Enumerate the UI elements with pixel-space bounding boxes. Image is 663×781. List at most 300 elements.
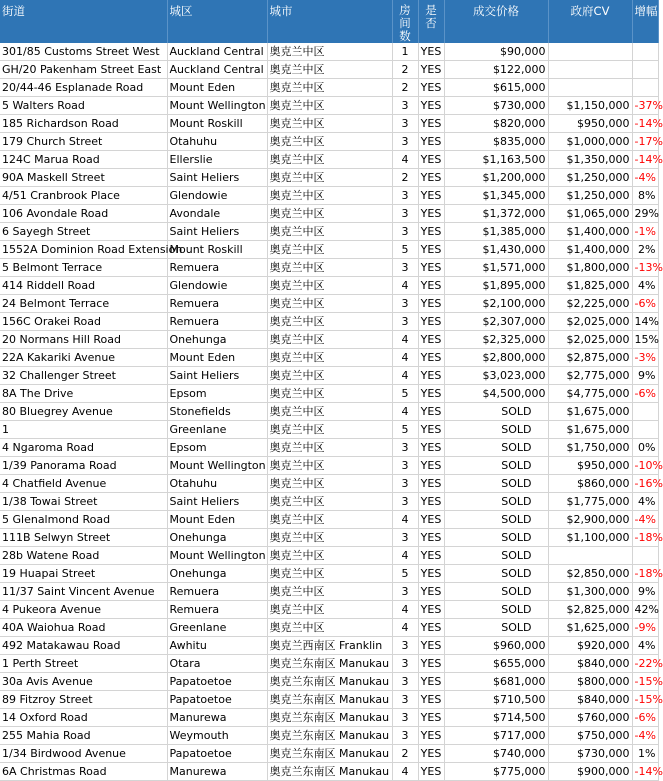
cell-district[interactable]: Greenlane — [167, 421, 267, 439]
header-change[interactable]: 增幅 — [632, 0, 658, 43]
cell-rooms[interactable]: 3 — [392, 529, 418, 547]
cell-yesno[interactable]: YES — [418, 511, 444, 529]
cell-street[interactable]: GH/20 Pakenham Street East — [0, 61, 167, 79]
cell-city[interactable]: 奥克兰中区 — [267, 565, 392, 583]
cell-rooms[interactable]: 4 — [392, 601, 418, 619]
cell-district[interactable]: Stonefields — [167, 403, 267, 421]
cell-district[interactable]: Glendowie — [167, 187, 267, 205]
cell-city[interactable]: 奥克兰东南区 Manukau — [267, 673, 392, 691]
cell-district[interactable]: Auckland Central — [167, 61, 267, 79]
cell-city[interactable]: 奥克兰中区 — [267, 169, 392, 187]
cell-change[interactable]: -3% — [632, 349, 658, 367]
header-city[interactable]: 城市 — [267, 0, 392, 43]
cell-price[interactable]: $681,000 — [444, 673, 548, 691]
cell-street[interactable]: 11/37 Saint Vincent Avenue — [0, 583, 167, 601]
cell-change[interactable]: 0% — [632, 439, 658, 457]
cell-change[interactable]: 42% — [632, 601, 658, 619]
cell-street[interactable]: 40A Waiohua Road — [0, 619, 167, 637]
cell-change[interactable]: -4% — [632, 727, 658, 745]
cell-change[interactable]: 15% — [632, 331, 658, 349]
cell-yesno[interactable]: YES — [418, 151, 444, 169]
cell-change[interactable] — [632, 61, 658, 79]
cell-price[interactable]: SOLD — [444, 601, 548, 619]
cell-city[interactable]: 奥克兰中区 — [267, 421, 392, 439]
cell-change[interactable]: -37% — [632, 97, 658, 115]
cell-price[interactable]: $615,000 — [444, 79, 548, 97]
cell-city[interactable]: 奥克兰中区 — [267, 79, 392, 97]
cell-yesno[interactable]: YES — [418, 601, 444, 619]
cell-street[interactable]: 5 Belmont Terrace — [0, 259, 167, 277]
cell-rooms[interactable]: 2 — [392, 169, 418, 187]
cell-district[interactable]: Saint Heliers — [167, 169, 267, 187]
cell-city[interactable]: 奥克兰中区 — [267, 349, 392, 367]
cell-district[interactable]: Papatoetoe — [167, 745, 267, 763]
cell-change[interactable] — [632, 79, 658, 97]
cell-cv[interactable]: $1,150,000 — [548, 97, 632, 115]
cell-yesno[interactable]: YES — [418, 115, 444, 133]
cell-rooms[interactable]: 3 — [392, 439, 418, 457]
cell-yesno[interactable]: YES — [418, 691, 444, 709]
cell-change[interactable]: 4% — [632, 637, 658, 655]
cell-rooms[interactable]: 4 — [392, 151, 418, 169]
cell-change[interactable]: -18% — [632, 565, 658, 583]
cell-rooms[interactable]: 4 — [392, 511, 418, 529]
cell-yesno[interactable]: YES — [418, 709, 444, 727]
cell-price[interactable]: SOLD — [444, 547, 548, 565]
cell-rooms[interactable]: 3 — [392, 673, 418, 691]
cell-cv[interactable]: $840,000 — [548, 691, 632, 709]
cell-change[interactable]: -15% — [632, 673, 658, 691]
cell-city[interactable]: 奥克兰中区 — [267, 439, 392, 457]
cell-cv[interactable]: $950,000 — [548, 115, 632, 133]
cell-price[interactable]: $1,200,000 — [444, 169, 548, 187]
cell-cv[interactable]: $2,875,000 — [548, 349, 632, 367]
cell-yesno[interactable]: YES — [418, 223, 444, 241]
cell-street[interactable]: 4 Pukeora Avenue — [0, 601, 167, 619]
cell-yesno[interactable]: YES — [418, 529, 444, 547]
cell-yesno[interactable]: YES — [418, 637, 444, 655]
cell-city[interactable]: 奥克兰中区 — [267, 583, 392, 601]
cell-price[interactable]: $2,100,000 — [444, 295, 548, 313]
cell-rooms[interactable]: 3 — [392, 457, 418, 475]
cell-district[interactable]: Manurewa — [167, 763, 267, 781]
cell-price[interactable]: $820,000 — [444, 115, 548, 133]
cell-yesno[interactable]: YES — [418, 727, 444, 745]
cell-price[interactable]: $717,000 — [444, 727, 548, 745]
cell-district[interactable]: Saint Heliers — [167, 223, 267, 241]
cell-cv[interactable]: $2,825,000 — [548, 601, 632, 619]
cell-cv[interactable]: $1,825,000 — [548, 277, 632, 295]
cell-district[interactable]: Epsom — [167, 385, 267, 403]
cell-district[interactable]: Awhitu — [167, 637, 267, 655]
cell-street[interactable]: 14 Oxford Road — [0, 709, 167, 727]
cell-cv[interactable]: $2,025,000 — [548, 313, 632, 331]
cell-price[interactable]: $714,500 — [444, 709, 548, 727]
cell-cv[interactable]: $2,225,000 — [548, 295, 632, 313]
cell-street[interactable]: 1/39 Panorama Road — [0, 457, 167, 475]
cell-street[interactable]: 8A The Drive — [0, 385, 167, 403]
header-rooms[interactable]: 房间数 — [392, 0, 418, 43]
cell-city[interactable]: 奥克兰东南区 Manukau — [267, 745, 392, 763]
cell-rooms[interactable]: 5 — [392, 421, 418, 439]
cell-change[interactable]: 4% — [632, 277, 658, 295]
cell-street[interactable]: 32 Challenger Street — [0, 367, 167, 385]
cell-rooms[interactable]: 3 — [392, 133, 418, 151]
cell-change[interactable]: -14% — [632, 763, 658, 781]
cell-cv[interactable]: $730,000 — [548, 745, 632, 763]
cell-change[interactable] — [632, 547, 658, 565]
cell-street[interactable]: 24 Belmont Terrace — [0, 295, 167, 313]
cell-yesno[interactable]: YES — [418, 61, 444, 79]
cell-street[interactable]: 492 Matakawau Road — [0, 637, 167, 655]
cell-district[interactable]: Otahuhu — [167, 133, 267, 151]
cell-cv[interactable] — [548, 79, 632, 97]
cell-price[interactable]: $1,372,000 — [444, 205, 548, 223]
cell-city[interactable]: 奥克兰中区 — [267, 511, 392, 529]
cell-yesno[interactable]: YES — [418, 565, 444, 583]
cell-change[interactable] — [632, 403, 658, 421]
cell-district[interactable]: Mount Roskill — [167, 241, 267, 259]
cell-change[interactable]: -6% — [632, 295, 658, 313]
cell-price[interactable]: $4,500,000 — [444, 385, 548, 403]
cell-rooms[interactable]: 4 — [392, 547, 418, 565]
cell-cv[interactable]: $1,675,000 — [548, 403, 632, 421]
cell-street[interactable]: 20 Normans Hill Road — [0, 331, 167, 349]
cell-price[interactable]: $1,430,000 — [444, 241, 548, 259]
cell-yesno[interactable]: YES — [418, 439, 444, 457]
cell-street[interactable]: 185 Richardson Road — [0, 115, 167, 133]
cell-change[interactable]: -18% — [632, 529, 658, 547]
cell-district[interactable]: Manurewa — [167, 709, 267, 727]
cell-change[interactable]: 8% — [632, 187, 658, 205]
cell-rooms[interactable]: 3 — [392, 475, 418, 493]
cell-yesno[interactable]: YES — [418, 349, 444, 367]
cell-rooms[interactable]: 3 — [392, 259, 418, 277]
cell-rooms[interactable]: 5 — [392, 565, 418, 583]
cell-city[interactable]: 奥克兰中区 — [267, 619, 392, 637]
cell-street[interactable]: 1 — [0, 421, 167, 439]
cell-change[interactable] — [632, 43, 658, 61]
cell-rooms[interactable]: 2 — [392, 61, 418, 79]
cell-price[interactable]: $1,385,000 — [444, 223, 548, 241]
cell-price[interactable]: $740,000 — [444, 745, 548, 763]
cell-change[interactable]: -13% — [632, 259, 658, 277]
cell-city[interactable]: 奥克兰中区 — [267, 61, 392, 79]
cell-cv[interactable]: $920,000 — [548, 637, 632, 655]
cell-rooms[interactable]: 2 — [392, 745, 418, 763]
cell-rooms[interactable]: 3 — [392, 205, 418, 223]
cell-change[interactable] — [632, 421, 658, 439]
cell-cv[interactable]: $1,250,000 — [548, 169, 632, 187]
cell-city[interactable]: 奥克兰东南区 Manukau — [267, 763, 392, 781]
cell-city[interactable]: 奥克兰中区 — [267, 187, 392, 205]
cell-cv[interactable]: $1,400,000 — [548, 241, 632, 259]
cell-street[interactable]: 6 Sayegh Street — [0, 223, 167, 241]
cell-yesno[interactable]: YES — [418, 493, 444, 511]
cell-city[interactable]: 奥克兰中区 — [267, 133, 392, 151]
cell-city[interactable]: 奥克兰中区 — [267, 277, 392, 295]
cell-rooms[interactable]: 3 — [392, 637, 418, 655]
cell-yesno[interactable]: YES — [418, 259, 444, 277]
cell-change[interactable]: -4% — [632, 511, 658, 529]
cell-rooms[interactable]: 4 — [392, 331, 418, 349]
cell-street[interactable]: 1 Perth Street — [0, 655, 167, 673]
cell-yesno[interactable]: YES — [418, 619, 444, 637]
cell-price[interactable]: SOLD — [444, 511, 548, 529]
cell-city[interactable]: 奥克兰中区 — [267, 151, 392, 169]
cell-cv[interactable] — [548, 43, 632, 61]
cell-city[interactable]: 奥克兰中区 — [267, 295, 392, 313]
cell-cv[interactable]: $1,250,000 — [548, 187, 632, 205]
cell-cv[interactable]: $1,750,000 — [548, 439, 632, 457]
cell-city[interactable]: 奥克兰中区 — [267, 331, 392, 349]
cell-district[interactable]: Remuera — [167, 601, 267, 619]
cell-district[interactable]: Weymouth — [167, 727, 267, 745]
cell-yesno[interactable]: YES — [418, 313, 444, 331]
cell-yesno[interactable]: YES — [418, 43, 444, 61]
cell-city[interactable]: 奥克兰中区 — [267, 403, 392, 421]
cell-city[interactable]: 奥克兰中区 — [267, 97, 392, 115]
cell-district[interactable]: Avondale — [167, 205, 267, 223]
header-cv[interactable]: 政府CV — [548, 0, 632, 43]
cell-street[interactable]: 106 Avondale Road — [0, 205, 167, 223]
cell-city[interactable]: 奥克兰中区 — [267, 43, 392, 61]
cell-change[interactable]: -9% — [632, 619, 658, 637]
cell-rooms[interactable]: 3 — [392, 313, 418, 331]
cell-cv[interactable]: $860,000 — [548, 475, 632, 493]
cell-yesno[interactable]: YES — [418, 331, 444, 349]
cell-yesno[interactable]: YES — [418, 97, 444, 115]
header-price[interactable]: 成交价格 — [444, 0, 548, 43]
cell-cv[interactable]: $1,300,000 — [548, 583, 632, 601]
cell-price[interactable]: SOLD — [444, 493, 548, 511]
cell-cv[interactable]: $1,675,000 — [548, 421, 632, 439]
cell-street[interactable]: 301/85 Customs Street West — [0, 43, 167, 61]
cell-change[interactable]: -6% — [632, 709, 658, 727]
cell-cv[interactable]: $1,000,000 — [548, 133, 632, 151]
cell-yesno[interactable]: YES — [418, 169, 444, 187]
cell-street[interactable]: 4 Ngaroma Road — [0, 439, 167, 457]
cell-street[interactable]: 90A Maskell Street — [0, 169, 167, 187]
cell-city[interactable]: 奥克兰中区 — [267, 547, 392, 565]
cell-price[interactable]: $710,500 — [444, 691, 548, 709]
cell-yesno[interactable]: YES — [418, 655, 444, 673]
cell-rooms[interactable]: 3 — [392, 187, 418, 205]
cell-city[interactable]: 奥克兰西南区 Franklin — [267, 637, 392, 655]
cell-price[interactable]: $1,571,000 — [444, 259, 548, 277]
cell-street[interactable]: 156C Orakei Road — [0, 313, 167, 331]
cell-city[interactable]: 奥克兰中区 — [267, 601, 392, 619]
cell-yesno[interactable]: YES — [418, 385, 444, 403]
cell-change[interactable]: 9% — [632, 367, 658, 385]
cell-street[interactable]: 414 Riddell Road — [0, 277, 167, 295]
cell-change[interactable]: -16% — [632, 475, 658, 493]
cell-price[interactable]: $2,325,000 — [444, 331, 548, 349]
cell-street[interactable]: 1/34 Birdwood Avenue — [0, 745, 167, 763]
cell-street[interactable]: 179 Church Street — [0, 133, 167, 151]
cell-street[interactable]: 5 Walters Road — [0, 97, 167, 115]
cell-cv[interactable]: $1,100,000 — [548, 529, 632, 547]
cell-street[interactable]: 1/38 Towai Street — [0, 493, 167, 511]
cell-cv[interactable]: $750,000 — [548, 727, 632, 745]
cell-change[interactable]: 2% — [632, 241, 658, 259]
cell-rooms[interactable]: 4 — [392, 763, 418, 781]
cell-rooms[interactable]: 4 — [392, 349, 418, 367]
cell-district[interactable]: Mount Wellington — [167, 547, 267, 565]
cell-change[interactable]: -10% — [632, 457, 658, 475]
header-street[interactable]: 街道 — [0, 0, 167, 43]
cell-yesno[interactable]: YES — [418, 367, 444, 385]
cell-price[interactable]: SOLD — [444, 583, 548, 601]
cell-yesno[interactable]: YES — [418, 187, 444, 205]
cell-change[interactable]: -22% — [632, 655, 658, 673]
cell-street[interactable]: 124C Marua Road — [0, 151, 167, 169]
cell-price[interactable]: $775,000 — [444, 763, 548, 781]
cell-city[interactable]: 奥克兰东南区 Manukau — [267, 709, 392, 727]
cell-street[interactable]: 255 Mahia Road — [0, 727, 167, 745]
cell-street[interactable]: 19 Huapai Street — [0, 565, 167, 583]
cell-rooms[interactable]: 3 — [392, 691, 418, 709]
cell-street[interactable]: 4 Chatfield Avenue — [0, 475, 167, 493]
cell-rooms[interactable]: 5 — [392, 241, 418, 259]
cell-district[interactable]: Mount Eden — [167, 79, 267, 97]
cell-change[interactable]: 9% — [632, 583, 658, 601]
cell-city[interactable]: 奥克兰中区 — [267, 475, 392, 493]
cell-street[interactable]: 80 Bluegrey Avenue — [0, 403, 167, 421]
cell-rooms[interactable]: 1 — [392, 43, 418, 61]
cell-yesno[interactable]: YES — [418, 79, 444, 97]
cell-yesno[interactable]: YES — [418, 475, 444, 493]
cell-price[interactable]: SOLD — [444, 457, 548, 475]
cell-cv[interactable]: $1,775,000 — [548, 493, 632, 511]
cell-cv[interactable]: $840,000 — [548, 655, 632, 673]
cell-cv[interactable]: $950,000 — [548, 457, 632, 475]
cell-street[interactable]: 5 Glenalmond Road — [0, 511, 167, 529]
cell-yesno[interactable]: YES — [418, 547, 444, 565]
cell-city[interactable]: 奥克兰中区 — [267, 313, 392, 331]
cell-rooms[interactable]: 3 — [392, 655, 418, 673]
cell-cv[interactable]: $1,400,000 — [548, 223, 632, 241]
cell-district[interactable]: Mount Roskill — [167, 115, 267, 133]
cell-rooms[interactable]: 3 — [392, 493, 418, 511]
cell-street[interactable]: 22A Kakariki Avenue — [0, 349, 167, 367]
cell-city[interactable]: 奥克兰东南区 Manukau — [267, 691, 392, 709]
cell-rooms[interactable]: 2 — [392, 79, 418, 97]
cell-cv[interactable] — [548, 547, 632, 565]
cell-rooms[interactable]: 4 — [392, 367, 418, 385]
cell-cv[interactable]: $900,000 — [548, 763, 632, 781]
cell-district[interactable]: Mount Eden — [167, 349, 267, 367]
cell-cv[interactable]: $1,350,000 — [548, 151, 632, 169]
cell-street[interactable]: 30a Avis Avenue — [0, 673, 167, 691]
cell-rooms[interactable]: 3 — [392, 583, 418, 601]
cell-cv[interactable]: $2,025,000 — [548, 331, 632, 349]
cell-price[interactable]: SOLD — [444, 421, 548, 439]
cell-price[interactable]: $1,345,000 — [444, 187, 548, 205]
cell-rooms[interactable]: 3 — [392, 223, 418, 241]
cell-city[interactable]: 奥克兰中区 — [267, 241, 392, 259]
cell-yesno[interactable]: YES — [418, 205, 444, 223]
cell-change[interactable]: -6% — [632, 385, 658, 403]
cell-change[interactable]: -1% — [632, 223, 658, 241]
cell-change[interactable]: -4% — [632, 169, 658, 187]
cell-cv[interactable]: $760,000 — [548, 709, 632, 727]
cell-yesno[interactable]: YES — [418, 421, 444, 439]
header-district[interactable]: 城区 — [167, 0, 267, 43]
cell-yesno[interactable]: YES — [418, 763, 444, 781]
cell-street[interactable]: 28b Watene Road — [0, 547, 167, 565]
cell-district[interactable]: Remuera — [167, 295, 267, 313]
cell-cv[interactable]: $1,065,000 — [548, 205, 632, 223]
cell-street[interactable]: 1552A Dominion Road Extension — [0, 241, 167, 259]
cell-city[interactable]: 奥克兰中区 — [267, 457, 392, 475]
cell-yesno[interactable]: YES — [418, 277, 444, 295]
cell-yesno[interactable]: YES — [418, 241, 444, 259]
cell-price[interactable]: $122,000 — [444, 61, 548, 79]
cell-cv[interactable]: $800,000 — [548, 673, 632, 691]
cell-cv[interactable]: $1,800,000 — [548, 259, 632, 277]
cell-cv[interactable] — [548, 61, 632, 79]
cell-city[interactable]: 奥克兰中区 — [267, 529, 392, 547]
cell-rooms[interactable]: 4 — [392, 619, 418, 637]
cell-cv[interactable]: $1,625,000 — [548, 619, 632, 637]
cell-price[interactable]: $655,000 — [444, 655, 548, 673]
cell-change[interactable]: 29% — [632, 205, 658, 223]
cell-yesno[interactable]: YES — [418, 673, 444, 691]
cell-district[interactable]: Auckland Central — [167, 43, 267, 61]
cell-street[interactable]: 111B Selwyn Street — [0, 529, 167, 547]
cell-cv[interactable]: $2,850,000 — [548, 565, 632, 583]
cell-price[interactable]: $90,000 — [444, 43, 548, 61]
cell-rooms[interactable]: 3 — [392, 295, 418, 313]
cell-rooms[interactable]: 3 — [392, 97, 418, 115]
cell-price[interactable]: SOLD — [444, 475, 548, 493]
cell-change[interactable]: -14% — [632, 115, 658, 133]
cell-rooms[interactable]: 4 — [392, 403, 418, 421]
cell-price[interactable]: SOLD — [444, 439, 548, 457]
cell-district[interactable]: Ellerslie — [167, 151, 267, 169]
cell-district[interactable]: Greenlane — [167, 619, 267, 637]
cell-district[interactable]: Glendowie — [167, 277, 267, 295]
cell-district[interactable]: Saint Heliers — [167, 367, 267, 385]
cell-district[interactable]: Otahuhu — [167, 475, 267, 493]
cell-cv[interactable]: $2,900,000 — [548, 511, 632, 529]
cell-district[interactable]: Mount Wellington — [167, 97, 267, 115]
cell-yesno[interactable]: YES — [418, 745, 444, 763]
cell-price[interactable]: $2,800,000 — [444, 349, 548, 367]
cell-city[interactable]: 奥克兰东南区 Manukau — [267, 655, 392, 673]
cell-rooms[interactable]: 3 — [392, 727, 418, 745]
cell-district[interactable]: Onehunga — [167, 529, 267, 547]
cell-city[interactable]: 奥克兰中区 — [267, 205, 392, 223]
cell-district[interactable]: Onehunga — [167, 565, 267, 583]
cell-change[interactable]: 14% — [632, 313, 658, 331]
cell-district[interactable]: Mount Wellington — [167, 457, 267, 475]
cell-street[interactable]: 89 Fitzroy Street — [0, 691, 167, 709]
cell-price[interactable]: $960,000 — [444, 637, 548, 655]
cell-change[interactable]: 1% — [632, 745, 658, 763]
cell-price[interactable]: $1,895,000 — [444, 277, 548, 295]
cell-cv[interactable]: $4,775,000 — [548, 385, 632, 403]
cell-district[interactable]: Mount Eden — [167, 511, 267, 529]
cell-district[interactable]: Onehunga — [167, 331, 267, 349]
cell-price[interactable]: $1,163,500 — [444, 151, 548, 169]
cell-rooms[interactable]: 4 — [392, 277, 418, 295]
cell-street[interactable]: 20/44-46 Esplanade Road — [0, 79, 167, 97]
cell-city[interactable]: 奥克兰东南区 Manukau — [267, 727, 392, 745]
cell-yesno[interactable]: YES — [418, 295, 444, 313]
cell-change[interactable]: -14% — [632, 151, 658, 169]
